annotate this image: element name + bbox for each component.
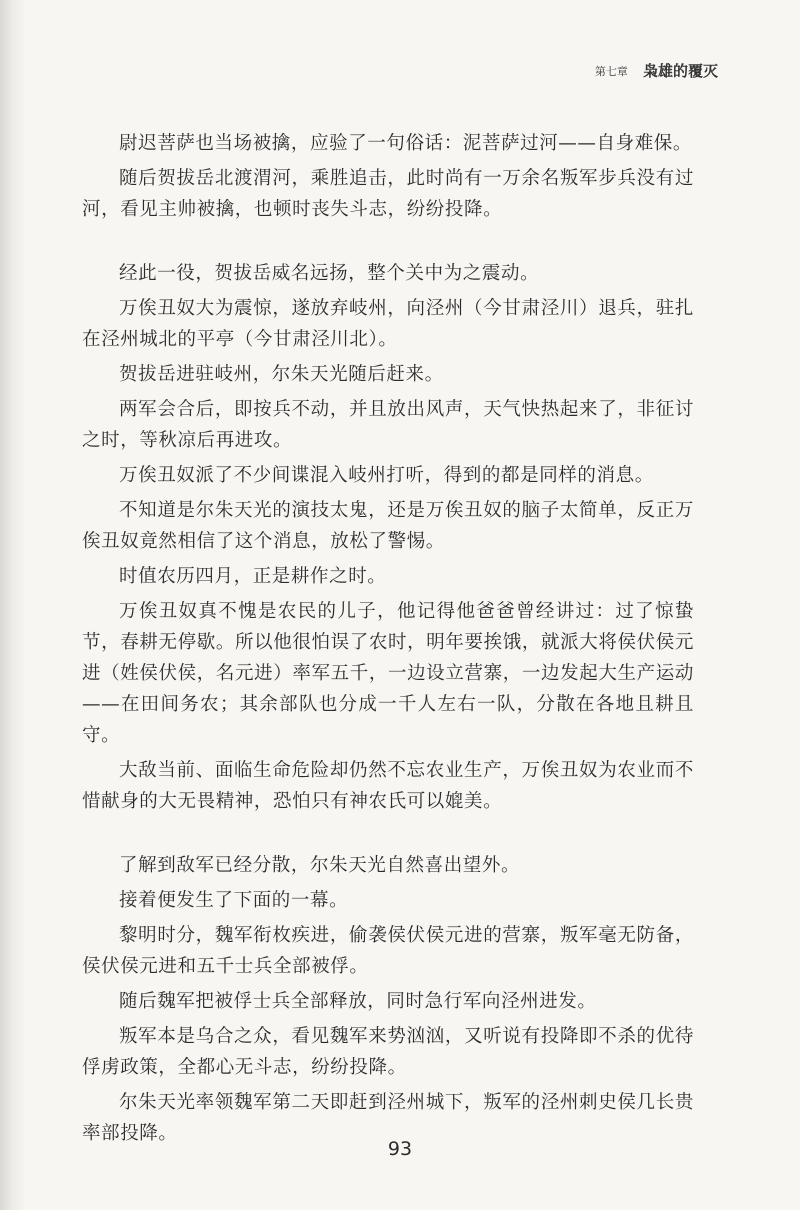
- page-number: 93: [387, 1138, 413, 1160]
- body-text: [82, 128, 694, 1153]
- paragraph: 万俟丑奴真不愧是农民的儿子，他记得他爸爸曾经讲过：过了惊蛰节，春耕无停歇。所以他很怕误了农时，明年要挨饿，就派大将侯伏侯元进（姓侯伏侯，名元进）率军五千，一边设立营寨，一边发起大生产运动——在田间务农；其余部队也分成一千人左右一队，分散在各地且耕且守。: [82, 601, 694, 746]
- paragraph: 叛军本是乌合之众，看见魏军来势汹汹，又听说有投降即不杀的优待俘虏政策，全都心无斗志，纷纷投降。: [82, 1026, 694, 1078]
- paragraph: 随后贺拔岳北渡渭河，乘胜追击，此时尚有一万余名叛军步兵没有过河，看见主帅被擒，也顿时丧失斗志，纷纷投降。: [82, 168, 694, 220]
- running-header: [595, 60, 718, 81]
- paragraph: 万俟丑奴大为震惊，遂放弃岐州，向泾州（今甘肃泾川）退兵，驻扎在泾州城北的平亭（今甘肃泾川北）。: [82, 298, 694, 350]
- paragraph: 了解到敌军已经分散，尔朱天光自然喜出望外。: [119, 855, 521, 876]
- paragraph: 不知道是尔朱天光的演技太鬼，还是万俟丑奴的脑子太简单，反正万俟丑奴竟然相信了这个消息，放松了警惕。: [82, 500, 694, 552]
- page-binding-shadow: [0, 0, 26, 1210]
- chapter-label: 第七章: [594, 64, 628, 78]
- paragraph: 贺拔岳进驻岐州，尔朱天光随后赶来。: [119, 364, 444, 385]
- paragraph: 两军会合后，即按兵不动，并且放出风声，天气快热起来了，非征讨之时，等秋凉后再进攻。: [82, 399, 694, 451]
- paragraph: 接着便发生了下面的一幕。: [119, 890, 349, 911]
- paragraph: 黎明时分，魏军衔枚疾进，偷袭侯伏侯元进的营寨，叛军毫无防备，侯伏侯元进和五千士兵全部被俘。: [82, 925, 694, 977]
- chapter-title: 枭雄的覆灭: [642, 62, 718, 80]
- paragraph: 尔朱天光率领魏军第二天即赶到泾州城下，叛军的泾州刺史侯几长贵率部投降。: [82, 1092, 694, 1144]
- paragraph: 大敌当前、面临生命危险却仍然不忘农业生产，万俟丑奴为农业而不惜献身的大无畏精神，恐怕只有神农氏可以媲美。: [82, 760, 694, 812]
- paragraph: 尉迟菩萨也当场被擒，应验了一句俗话：泥菩萨过河——自身难保。: [119, 133, 693, 154]
- paragraph: 随后魏军把被俘士兵全部释放，同时急行军向泾州进发。: [119, 991, 597, 1012]
- paragraph: 经此一役，贺拔岳威名远扬，整个关中为之震动。: [119, 263, 540, 284]
- paragraph: 时值农历四月，正是耕作之时。: [119, 566, 387, 587]
- paragraph: 万俟丑奴派了不少间谍混入岐州打听，得到的都是同样的消息。: [119, 465, 654, 486]
